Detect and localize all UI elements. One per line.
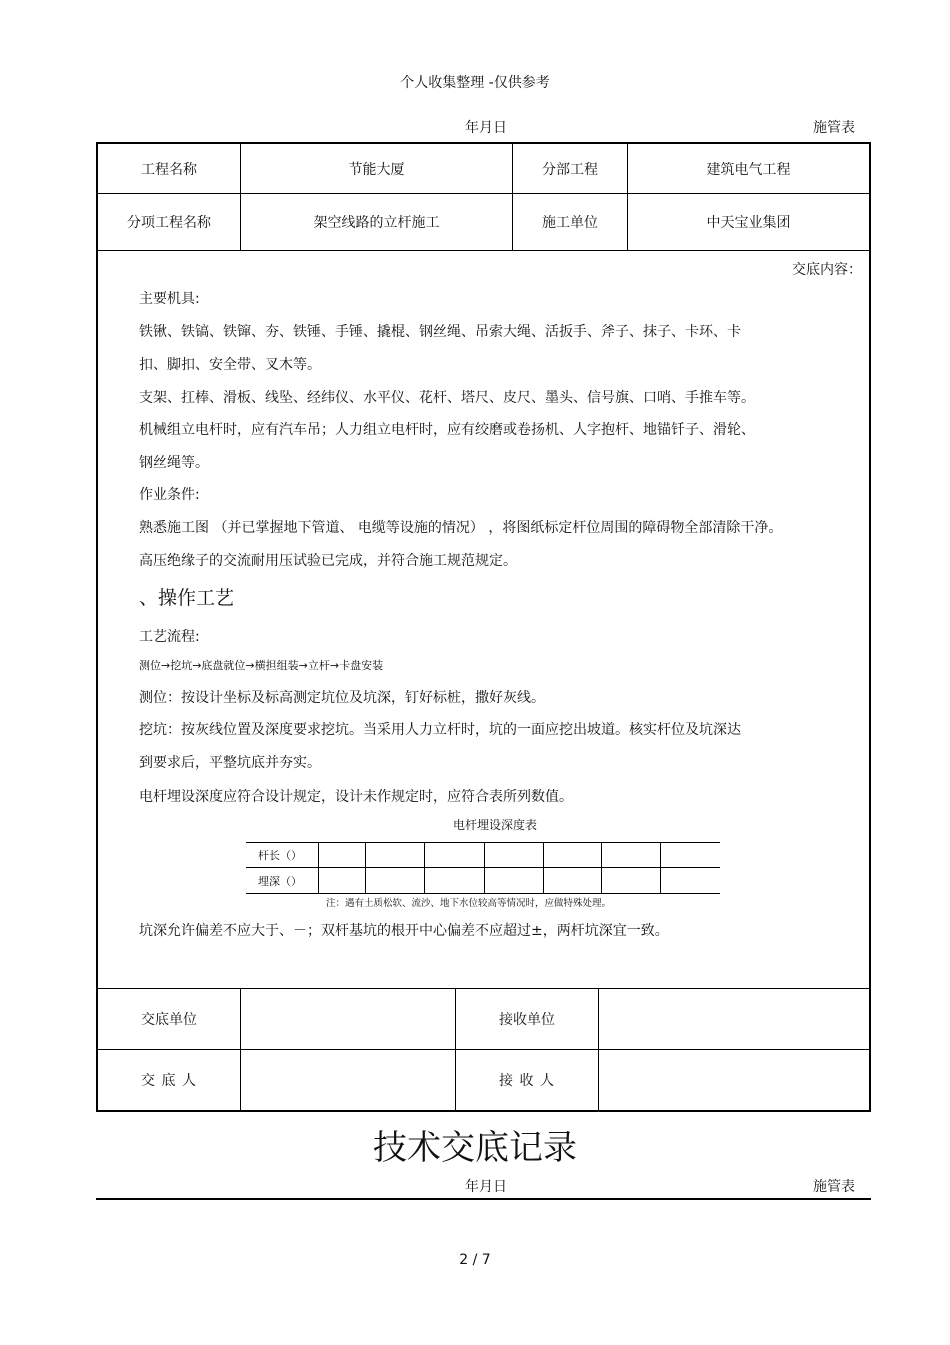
step-line: 到要求后，平整坑底并夯实。: [139, 755, 321, 771]
depth-row-label: 埋深（）: [258, 874, 302, 888]
document-title: 技术交底记录: [373, 1128, 577, 1168]
receiving-unit-label: 接收单位: [499, 1012, 555, 1028]
handover-person-label: 交 底 人: [141, 1073, 197, 1089]
subitem-value: 架空线路的立杆施工: [313, 215, 440, 231]
page-header-note: 个人收集整理 -仅供参考: [400, 75, 550, 91]
step-line: 测位：按设计坐标及标高测定坑位及坑深，钉好标桩，撒好灰线。: [139, 690, 545, 706]
body-line: 扣、脚扣、安全带、叉木等。: [139, 357, 321, 373]
content-caption: 交底内容：: [792, 262, 862, 278]
body-line: 作业条件:: [139, 487, 200, 503]
date-label: 年月日: [465, 1179, 507, 1195]
body-line: 熟悉施工图 （并已掌握地下管道、 电缆等设施的情况） ，将图纸标定杆位周围的障碍物全部清除干净。: [139, 520, 783, 536]
depth-table-title: 电杆埋设深度表: [452, 818, 537, 832]
section-heading: 、操作工艺: [139, 587, 235, 609]
division-label: 分部工程: [542, 161, 598, 178]
handover-person-field[interactable]: [241, 1050, 455, 1110]
divider: [96, 1198, 871, 1200]
handover-unit-field[interactable]: [241, 989, 455, 1049]
form-code: 施管表: [813, 1179, 855, 1195]
project-name-label: 工程名称: [141, 161, 197, 178]
body-line: 高压绝缘子的交流耐用压试验已完成，并符合施工规范规定。: [139, 553, 517, 569]
project-name-value: 节能大厦: [348, 161, 405, 178]
step-line: 电杆埋设深度应符合设计规定，设计未作规定时，应符合表所列数值。: [139, 789, 573, 805]
body-line: 铁锹、铁镐、铁镩、夯、铁锤、手锤、撬棍、钢丝绳、吊索大绳、活扳手、斧子、抹子、卡环、卡: [139, 324, 741, 340]
receiving-person-field[interactable]: [599, 1050, 869, 1110]
body-line: 钢丝绳等。: [139, 455, 209, 471]
receiving-person-label: 接 收 人: [499, 1073, 555, 1089]
contractor-label: 施工单位: [542, 215, 598, 231]
depth-row-label: 杆长（）: [258, 849, 302, 862]
body-line: 主要机具:: [139, 291, 200, 307]
process-label: 工艺流程:: [139, 629, 200, 645]
form-code: 施管表: [813, 120, 855, 136]
contractor-value: 中天宝业集团: [706, 215, 791, 231]
body-line: 机械组立电杆时，应有汽车吊；人力组立电杆时，应有绞磨或卷扬机、人字抱杆、地锚钎子、滑轮、: [139, 422, 755, 438]
division-value: 建筑电气工程: [706, 161, 791, 178]
step-line: 挖坑：按灰线位置及深度要求挖坑。当采用人力立杆时，坑的一面应挖出坡道。核实杆位及坑深达: [139, 722, 741, 738]
depth-table-note: 注：遇有土质松软、流沙、地下水位较高等情况时，应做特殊处理。: [326, 898, 612, 909]
process-flow: 测位→挖坑→底盘就位→横担组装→立杆→卡盘安装: [139, 659, 384, 672]
subitem-label: 分项工程名称: [127, 215, 211, 231]
receiving-unit-field[interactable]: [599, 989, 869, 1049]
date-label: 年月日: [465, 120, 507, 136]
page-number: 2 / 7: [459, 1252, 491, 1268]
handover-unit-label: 交底单位: [141, 1012, 197, 1028]
tolerance-line: 坑深允许偏差不应大于、－；双杆基坑的根开中心偏差不应超过±，两杆坑深宜一致。: [139, 923, 669, 939]
body-line: 支架、扛棒、滑板、线坠、经纬仪、水平仪、花杆、塔尺、皮尺、墨头、信号旗、口哨、手推车等。: [139, 390, 755, 406]
